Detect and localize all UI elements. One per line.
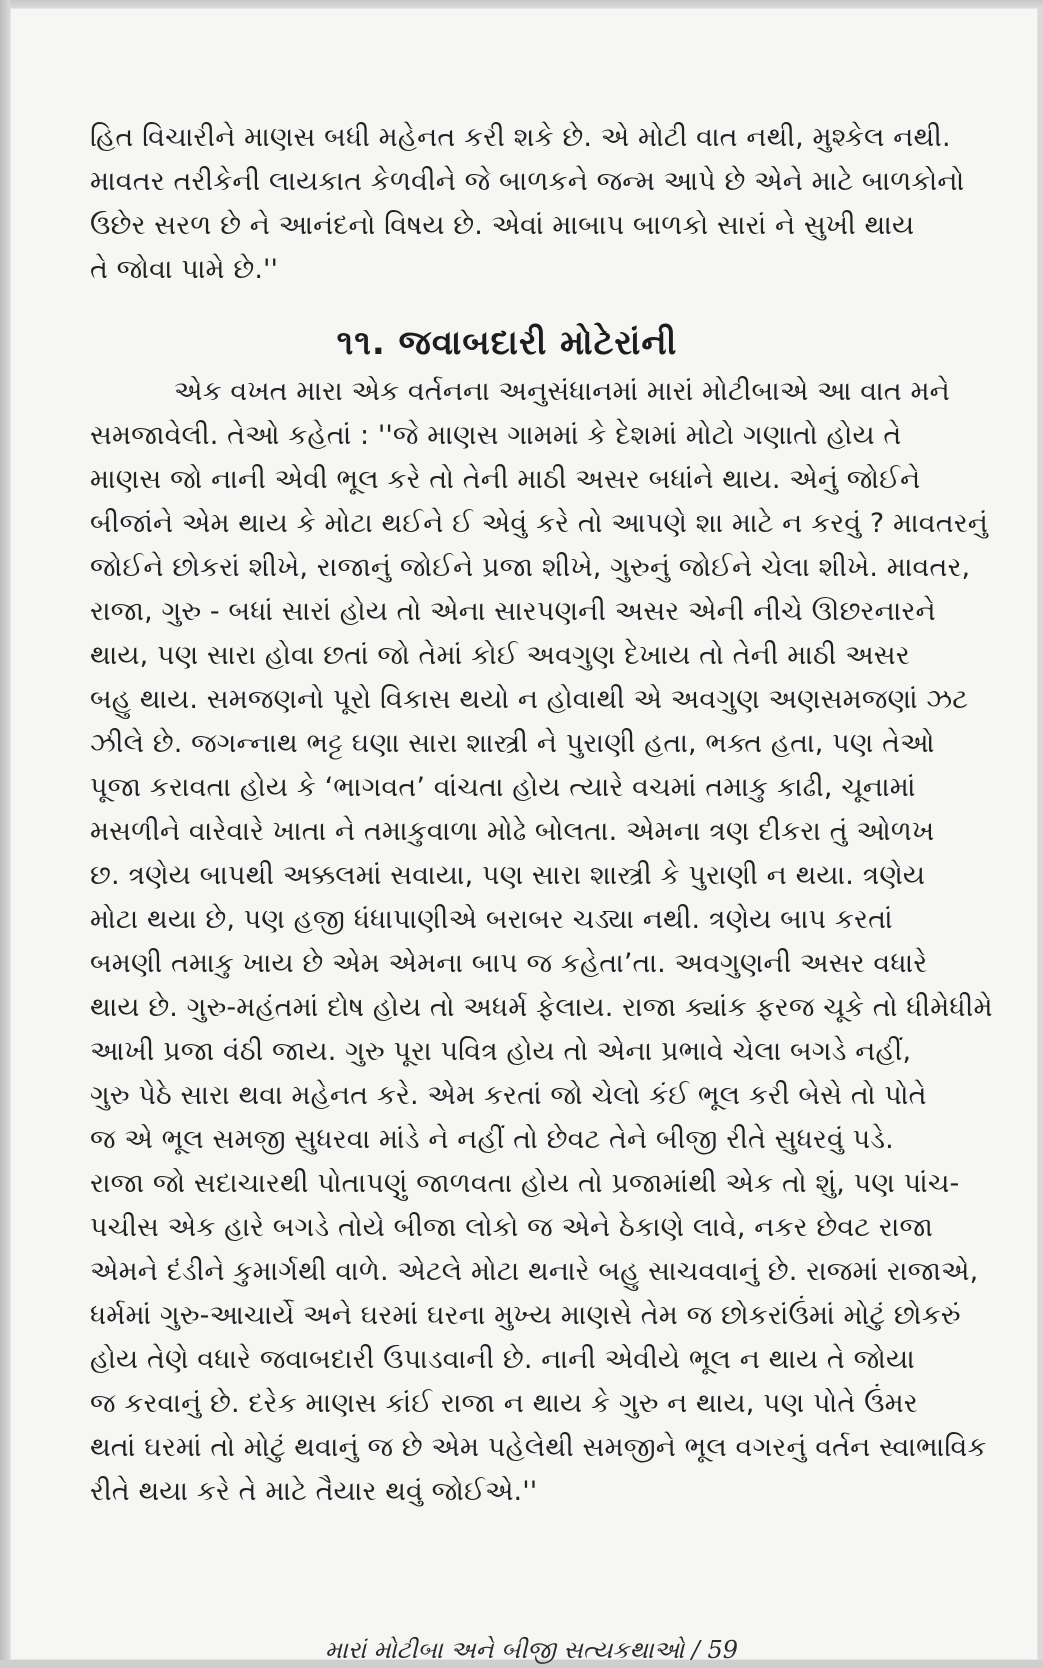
body-line-6: રાજા, ગુરુ - બધાં સારાં હોય તો એના સારપણની અસર એની નીચે ઊછરનારને xyxy=(90,596,936,627)
body-line-20: પચીસ એક હારે બગડે તોયે બીજા લોકો જ એને ઠેકાણે લાવે, નકર છેવટ રાજા xyxy=(90,1212,933,1243)
intro-line-4: તે જોવા પામે છે.'' xyxy=(90,254,279,285)
body-line-11: મસળીને વારેવારે ખાતા ને તમાકુવાળા મોઢે બોલતા. એમના ત્રણ દીકરા તું ઓળખ xyxy=(90,816,935,847)
chapter-body xyxy=(90,370,993,1514)
body-line-10: પૂજા કરાવતા હોય કે ‘ભાગવત’ વાંચતા હોય ત્યારે વચમાં તમાકુ કાઢી, ચૂનામાં xyxy=(90,772,916,803)
body-line-23: હોય તેણે વધારે જવાબદારી ઉપાડવાની છે. નાની એવીયે ભૂલ ન થાય તે જોયા xyxy=(90,1344,915,1375)
body-line-26: રીતે થયા કરે તે માટે તૈયાર થવું જોઈએ.'' xyxy=(90,1476,538,1507)
intro-line-2: માવતર તરીકેની લાયકાત કેળવીને જે બાળકને જન્મ આપે છે એને માટે બાળકોનો xyxy=(90,166,965,197)
body-line-15: થાય છે. ગુરુ-મહંતમાં દોષ હોય તો અધર્મ ફેલાય. રાજા ક્યાંક ફરજ ચૂકે તો ધીમેધીમે xyxy=(90,992,993,1023)
body-line-25: થતાં ઘરમાં તો મોટું થવાનું જ છે એમ પહેલેથી સમજીને ભૂલ વગરનું વર્તન સ્વાભાવિક xyxy=(90,1432,987,1463)
body-line-8: બહુ થાય. સમજણનો પૂરો વિકાસ થયો ન હોવાથી એ અવગુણ અણસમજણાં ઝટ xyxy=(90,684,969,715)
body-line-13: મોટા થયા છે, પણ હજી ધંધાપાણીએ બરાબર ચડ્યા નથી. ત્રણેય બાપ કરતાં xyxy=(90,904,893,935)
scan-top-edge xyxy=(0,0,1043,8)
intro-paragraph xyxy=(90,116,965,292)
chapter-title: ૧૧. જવાબદારી મોટેરાંની xyxy=(336,323,678,363)
body-line-12: છ. ત્રણેય બાપથી અક્કલમાં સવાયા, પણ સારા શાસ્ત્રી કે પુરાણી ન થયા. ત્રણેય xyxy=(90,860,926,891)
body-line-16: આખી પ્રજા વંઠી જાય. ગુરુ પૂરા પવિત્ર હોય તો એના પ્રભાવે ચેલા બગડે નહીં, xyxy=(90,1036,912,1067)
body-line-1: એક વખત મારા એક વર્તનના અનુસંધાનમાં મારાં મોટીબાએ આ વાત મને xyxy=(174,376,950,407)
page-content xyxy=(90,116,993,1514)
body-line-18: જ એ ભૂલ સમજી સુધરવા માંડે ને નહીં તો છેવટ તેને બીજી રીતે સુધરવું પડે. xyxy=(90,1124,894,1155)
page-footer: મારાં મોટીબા અને બીજી સત્યકથાઓ / 59 xyxy=(324,1636,739,1664)
body-line-4: બીજાંને એમ થાય કે મોટા થઈને ઈ એવું કરે તો આપણે શા માટે ન કરવું ? માવતરનું xyxy=(90,508,988,539)
intro-line-1: હિત વિચારીને માણસ બધી મહેનત કરી શકે છે. એ મોટી વાત નથી, મુશ્કેલ નથી. xyxy=(90,122,951,153)
body-line-19: રાજા જો સદાચારથી પોતાપણું જાળવતા હોય તો પ્રજામાંથી એક તો શું, પણ પાંચ- xyxy=(90,1168,960,1199)
body-line-22: ધર્મમાં ગુરુ-આચાર્યે અને ઘરમાં ઘરના મુખ્ય માણસે તેમ જ છોકરાંઉંમાં મોટું છોકરું xyxy=(90,1300,961,1331)
body-line-5: જોઈને છોકરાં શીખે, રાજાનું જોઈને પ્રજા શીખે, ગુરુનું જોઈને ચેલા શીખે. માવતર, xyxy=(90,552,971,583)
scan-left-edge xyxy=(0,0,10,1668)
body-line-2: સમજાવેલી. તેઓ કહેતાં : ''જે માણસ ગામમાં કે દેશમાં મોટો ગણાતો હોય તે xyxy=(90,420,902,451)
body-line-17: ગુરુ પેઠે સારા થવા મહેનત કરે. એમ કરતાં જો ચેલો કંઈ ભૂલ કરી બેસે તો પોતે xyxy=(90,1080,927,1111)
body-line-7: થાય, પણ સારા હોવા છતાં જો તેમાં કોઈ અવગુણ દેખાય તો તેની માઠી અસર xyxy=(90,640,910,671)
body-line-21: એમને દંડીને કુમાર્ગથી વાળે. એટલે મોટા થનારે બહુ સાચવવાનું છે. રાજમાં રાજાએ, xyxy=(90,1256,979,1287)
body-line-14: બમણી તમાકુ ખાય છે એમ એમના બાપ જ કહેતા’તા. અવગુણની અસર વધારે xyxy=(90,948,928,979)
intro-line-3: ઉછેર સરળ છે ને આનંદનો વિષય છે. એવાં માબાપ બાળકો સારાં ને સુખી થાય xyxy=(90,210,915,241)
book-page xyxy=(10,8,1038,1664)
body-line-24: જ કરવાનું છે. દરેક માણસ કાંઈ રાજા ન થાય કે ગુરુ ન થાય, પણ પોતે ઉંમર xyxy=(90,1388,918,1419)
body-line-3: માણસ જો નાની એવી ભૂલ કરે તો તેની માઠી અસર બધાંને થાય. એનું જોઈને xyxy=(90,464,921,495)
body-line-9: ઝીલે છે. જગન્નાથ ભટ્ટ ઘણા સારા શાસ્ત્રી ને પુરાણી હતા, ભક્ત હતા, પણ તેઓ xyxy=(90,728,935,759)
